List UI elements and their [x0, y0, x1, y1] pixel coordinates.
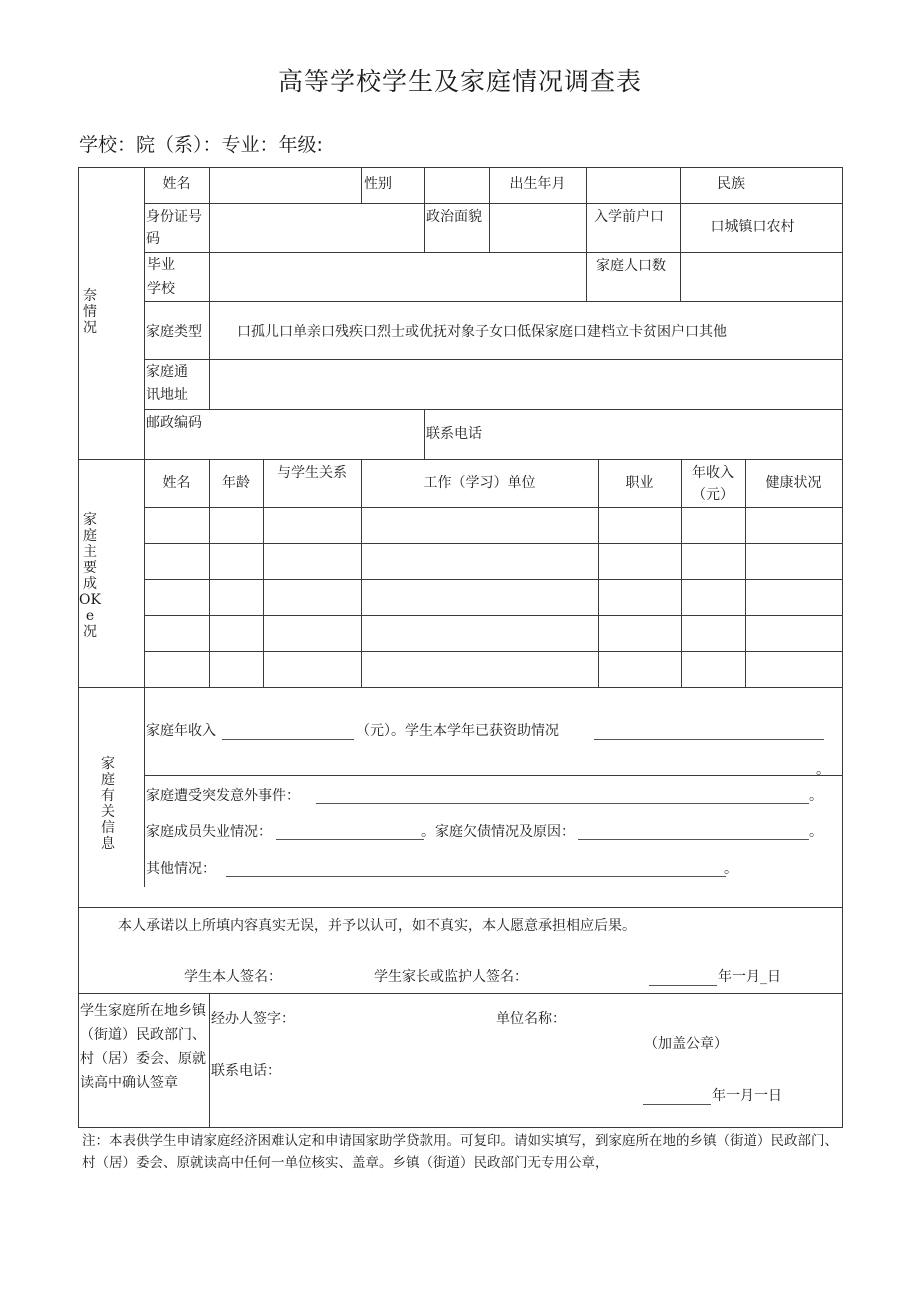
grid-line	[144, 167, 145, 887]
grid-line	[144, 359, 842, 360]
header-health: 健康状况	[765, 475, 822, 491]
debt-end-mark: 。	[809, 824, 823, 840]
emergency-label: 家庭遭受突发意外事件：	[146, 788, 300, 804]
table-border	[842, 167, 843, 1128]
table-border	[78, 1127, 843, 1128]
grid-line	[209, 167, 210, 410]
header-relation: 与学生关系	[277, 465, 347, 481]
handler-sign-label: 经办人签字：	[211, 1011, 295, 1027]
grid-line	[209, 993, 210, 1127]
grid-line	[78, 907, 842, 908]
grid-line	[144, 409, 842, 410]
header-work: 工作（学习）单位	[423, 475, 536, 491]
verify-date: 年一月一日	[712, 1088, 782, 1104]
political-status-label: 政治面貌	[426, 209, 482, 225]
pledge-text: 本人承诺以上所填内容真实无误，并予以认可，如不真实，本人愿意承担相应后果。	[118, 918, 636, 934]
hukou-label: 入学前户口	[594, 209, 664, 225]
verify-label: 学生家庭所在地乡镇（街道）民政部门、村（居）委会、原就读高中确认签章	[80, 1003, 206, 1091]
id-number-label: 身份证号码	[146, 209, 202, 247]
income-unit-text: （元）。学生本学年已获资助情况	[356, 723, 559, 739]
unit-name-label: 单位名称：	[496, 1011, 566, 1027]
grid-line	[78, 993, 842, 994]
header-job: 职业	[625, 475, 654, 491]
unemployment-label: 家庭成员失业情况：	[146, 824, 272, 840]
header-name: 姓名	[162, 475, 191, 491]
end-mark: 。	[816, 762, 830, 778]
section-info-label: 家庭有关信息	[101, 756, 115, 852]
grid-line	[263, 459, 264, 687]
section-family-label: 家庭主要成OKe况	[79, 512, 101, 640]
stamp-label: （加盖公章）	[644, 1036, 728, 1052]
header-income-1: 年收入	[692, 465, 734, 481]
document-title: 高等学校学生及家庭情况调查表	[277, 67, 642, 96]
grid-line	[424, 167, 425, 252]
unemployment-blank	[276, 839, 424, 840]
ethnicity-label: 民族	[717, 176, 745, 192]
student-sign-label: 学生本人签名：	[184, 969, 282, 985]
grad-school-label-2: 学校	[147, 281, 175, 297]
grid-line	[361, 167, 362, 203]
school-info-line: 学校：院（系）：专业：年级:	[79, 134, 323, 156]
grid-line	[144, 651, 842, 652]
other-end-mark: 。	[724, 861, 738, 877]
grid-line	[78, 687, 842, 688]
grid-line	[144, 301, 842, 302]
hukou-options: 口城镇口农村	[710, 219, 795, 235]
grid-line	[144, 203, 842, 204]
debt-label: 。家庭欠债情况及原因：	[421, 824, 575, 840]
birth-label: 出生年月	[509, 176, 566, 192]
family-type-options: 口孤儿口单亲口残疾口烈士或优抚对象子女口低保家庭口建档立卡贫困户口其他	[237, 324, 727, 340]
address-label-2: 讯地址	[146, 387, 188, 403]
family-size-label: 家庭人口数	[596, 258, 666, 274]
grid-line	[144, 775, 842, 776]
debt-blank	[578, 839, 809, 840]
name-label: 姓名	[162, 176, 191, 192]
emergency-blank	[316, 803, 809, 804]
phone-label: 联系电话	[426, 426, 482, 442]
grad-school-label-1: 毕业	[147, 257, 175, 273]
income-blank	[222, 739, 354, 740]
grid-line	[144, 543, 842, 544]
grid-line	[144, 252, 842, 253]
other-blank	[226, 876, 726, 877]
pledge-date-blank	[649, 985, 717, 986]
emergency-end-mark: 。	[809, 788, 823, 804]
verify-date-blank	[643, 1104, 711, 1105]
grid-line	[144, 615, 842, 616]
gender-label: 性别	[364, 176, 392, 192]
family-type-label: 家庭类型	[146, 324, 202, 340]
address-label-1: 家庭通	[146, 364, 188, 380]
header-income-2: （元）	[692, 487, 734, 503]
other-label: 其他情况：	[146, 861, 216, 877]
grid-line	[144, 507, 842, 508]
parent-sign-label: 学生家长或监护人签名：	[374, 969, 528, 985]
income-prefix: 家庭年收入	[146, 723, 216, 739]
grid-line	[586, 167, 587, 301]
footnote: 注：本表供学生申请家庭经济困难认定和申请国家助学贷款用。可复印。请如实填写，到家庭所在地的乡镇（街道）民政部门、村（居）委会、原就读高中任何一单位核实、盖章。乡镇（街道）民政部门无专用公章，	[82, 1133, 838, 1171]
table-border	[78, 167, 843, 168]
postcode-label: 邮政编码	[146, 415, 202, 431]
grid-line	[424, 409, 425, 459]
grid-line	[144, 579, 842, 580]
aid-blank	[594, 739, 824, 740]
verify-phone-label: 联系电话：	[211, 1063, 281, 1079]
pledge-date: 年一月_日	[718, 969, 781, 985]
section-basic-label: 奈情况	[83, 288, 97, 336]
header-age: 年龄	[222, 475, 250, 491]
grid-line	[78, 459, 842, 460]
